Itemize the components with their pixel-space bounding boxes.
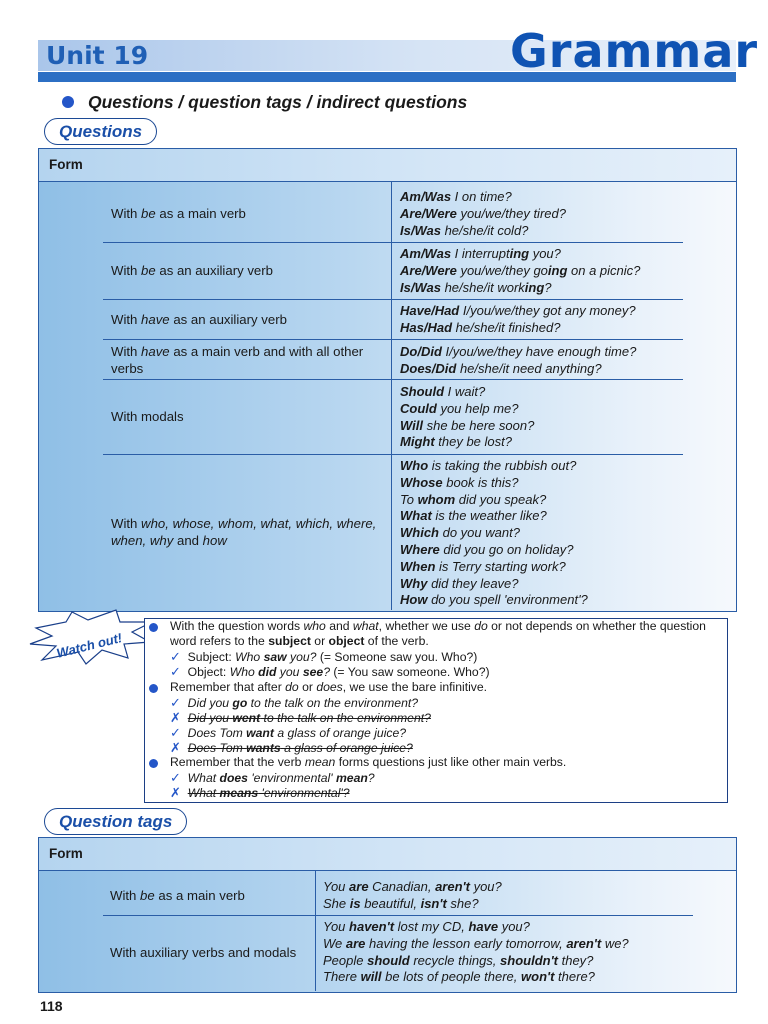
question-examples: Should I wait? Could you help me? Will she be here soon? Might they be lost? bbox=[400, 384, 535, 450]
question-form-label: With be as an auxiliary verb bbox=[111, 263, 273, 278]
question-examples: Have/Had I/you/we/they got any money? Has/Had he/she/it finished? bbox=[400, 303, 636, 335]
question-form-label: With have as an auxiliary verb bbox=[111, 312, 287, 327]
column-divider bbox=[315, 871, 316, 991]
row-divider bbox=[103, 339, 683, 340]
tag-examples: You are Canadian, aren't you? She is beautiful, isn't she? bbox=[323, 879, 502, 911]
bullet-icon bbox=[149, 684, 158, 693]
questions-table bbox=[38, 148, 737, 612]
example-line: ✗ Did you went to the talk on the environment? bbox=[170, 710, 431, 725]
bullet-icon bbox=[149, 623, 158, 632]
question-form-label: With have as a main verb and with all other verbs bbox=[111, 344, 364, 376]
question-examples: Who is taking the rubbish out? Whose book is this? To whom did you speak? What is the weather like? Which do you want? Where did you go on holiday? When is Terry starting work? Why did they leave? How do you spell 'environment'? bbox=[400, 458, 588, 608]
question-examples: Am/Was I on time? Are/Were you/we/they tired? Is/Was he/she/it cold? bbox=[400, 189, 566, 238]
example-line: ✓ Subject: Who saw you? (= Someone saw you. Who?) bbox=[170, 649, 478, 664]
tag-form-label: With be as a main verb bbox=[110, 888, 245, 903]
example-line: ✓ What does 'environmental' mean? bbox=[170, 770, 375, 785]
watch-out-item: With the question words who and what, whether we use do or not depends on whether the question word refers to the subject or object of the verb. bbox=[170, 619, 706, 648]
example-line: ✗ Does Tom wants a glass of orange juice? bbox=[170, 740, 413, 755]
question-examples: Do/Did I/you/we/they have enough time? Does/Did he/she/it need anything? bbox=[400, 344, 637, 376]
question-form-label: With be as a main verb bbox=[111, 206, 246, 221]
tag-form-label: With auxiliary verbs and modals bbox=[110, 945, 297, 960]
question-examples: Am/Was I interrupting you? Are/Were you/we/they going on a picnic? Is/Was he/she/it working? bbox=[400, 246, 641, 295]
page-number: 118 bbox=[40, 998, 63, 1014]
watch-out-box bbox=[144, 618, 728, 803]
bullet-icon bbox=[62, 96, 74, 108]
example-line: ✓ Object: Who did you see? (= You saw someone. Who?) bbox=[170, 664, 490, 679]
page-title: Questions / question tags / indirect questions bbox=[88, 92, 468, 112]
watch-out-label: Watch out! bbox=[55, 630, 124, 661]
row-divider bbox=[103, 242, 683, 243]
form-header: Form bbox=[39, 149, 736, 182]
question-form-label: With who, whose, whom, what, which, where, when, why and how bbox=[111, 516, 377, 548]
questions-label: Questions bbox=[44, 118, 157, 145]
question-tags-table bbox=[38, 837, 737, 993]
form-header: Form bbox=[39, 838, 736, 871]
example-line: ✓ Did you go to the talk on the environment? bbox=[170, 695, 419, 710]
section-title: Grammar bbox=[510, 24, 759, 78]
tag-examples: You haven't lost my CD, have you? We are having the lesson early tomorrow, aren't we? People should recycle things, shouldn't they? There will be lots of people there, won't there? bbox=[323, 919, 629, 985]
example-line: ✗ What means 'environmental'? bbox=[170, 785, 350, 800]
watch-out-burst-icon bbox=[28, 608, 156, 668]
row-divider bbox=[103, 299, 683, 300]
watch-out-item: Remember that the verb mean forms questions just like other main verbs. bbox=[170, 755, 567, 769]
watch-out-item: Remember that after do or does, we use the bare infinitive. bbox=[170, 680, 488, 694]
row-divider bbox=[103, 379, 683, 380]
row-divider bbox=[103, 454, 683, 455]
row-divider bbox=[103, 915, 693, 916]
example-line: ✓ Does Tom want a glass of orange juice? bbox=[170, 725, 407, 740]
unit-title: Unit 19 bbox=[46, 41, 149, 70]
bullet-icon bbox=[149, 759, 158, 768]
question-form-label: With modals bbox=[111, 409, 184, 424]
question-tags-label: Question tags bbox=[44, 808, 187, 835]
column-divider bbox=[391, 182, 392, 610]
